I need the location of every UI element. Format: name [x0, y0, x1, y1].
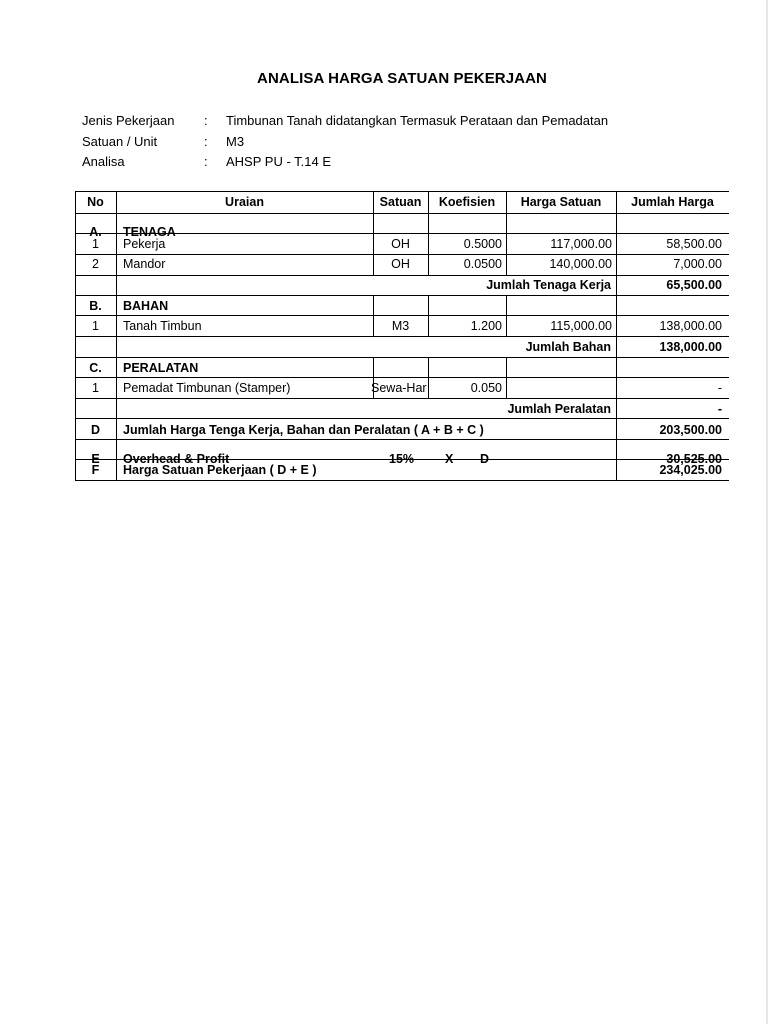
section-name-tenaga: TENAGA [123, 225, 176, 239]
row-code-e: E [91, 452, 100, 466]
row-uraian: Pekerja [123, 237, 166, 251]
row-satuan: OH [391, 257, 410, 271]
row-koefisien: 0.050 [470, 381, 502, 395]
table-rule [75, 398, 729, 399]
section-code-c: C. [89, 361, 102, 375]
table-rule [75, 336, 729, 337]
row-label-f: Harga Satuan Pekerjaan ( D + E ) [123, 463, 317, 477]
meta-colon: : [204, 113, 208, 128]
subtotal-value-peralatan: - [717, 402, 722, 416]
row-code-d: D [90, 423, 101, 437]
row-value-e: 30,525.00 [666, 452, 722, 466]
subtotal-label-peralatan: Jumlah Peralatan [507, 402, 611, 416]
table-rule [506, 357, 507, 398]
meta-label: Jenis Pekerjaan [82, 113, 175, 128]
table-rule [75, 295, 729, 296]
section-code-b: B. [89, 299, 102, 313]
meta-value: Timbunan Tanah didatangkan Termasuk Perataan dan Pemadatan [226, 113, 609, 128]
table-rule [75, 213, 729, 214]
page-title: ANALISA HARGA SATUAN PEKERJAAN [257, 70, 547, 87]
row-no: 2 [92, 257, 99, 271]
row-satuan: M3 [391, 319, 410, 333]
row-value-f: 234,025.00 [659, 463, 722, 477]
analysis-table [75, 191, 729, 481]
meta-value: AHSP PU - T.14 E [226, 154, 332, 169]
meta-colon: : [204, 154, 208, 169]
table-rule [75, 357, 729, 358]
table-rule [75, 480, 729, 481]
row-value-d: 203,500.00 [659, 423, 722, 437]
row-x-e: X [445, 452, 454, 466]
section-code-a: A. [89, 225, 102, 239]
row-harga-satuan: 115,000.00 [550, 319, 612, 333]
row-koefisien: 0.5000 [463, 237, 502, 251]
meta-label: Satuan / Unit [82, 134, 158, 149]
row-uraian: Pemadat Timbunan (Stamper) [123, 381, 291, 395]
meta-label: Analisa [82, 154, 125, 169]
row-jumlah-harga: 7,000.00 [673, 257, 722, 271]
row-jumlah-harga: 138,000.00 [659, 319, 722, 333]
subtotal-label-tenaga: Jumlah Tenaga Kerja [486, 278, 611, 292]
row-jumlah-harga: 58,500.00 [666, 237, 722, 251]
subtotal-value-tenaga: 65,500.00 [666, 278, 722, 292]
table-rule [75, 439, 729, 440]
row-label-e: Overhead & Profit [123, 452, 230, 466]
table-rule [75, 275, 729, 276]
row-jumlah-harga: - [717, 381, 722, 395]
row-satuan: OH [391, 237, 410, 251]
row-harga-satuan: 140,000.00 [549, 257, 612, 271]
row-satuan: Sewa-Har [371, 381, 427, 395]
header-koefisien: Koefisien [438, 195, 496, 209]
table-rule [75, 377, 729, 378]
meta-value: M3 [226, 134, 245, 149]
section-name-peralatan: PERALATAN [123, 361, 199, 375]
row-code-f: F [91, 463, 100, 477]
row-ref-e: D [480, 452, 490, 466]
header-uraian: Uraian [225, 195, 264, 209]
row-harga-satuan: 117,000.00 [550, 237, 612, 251]
header-satuan: Satuan [379, 195, 422, 209]
row-no: 1 [92, 381, 99, 395]
table-rule [116, 191, 117, 481]
header-jumlah-harga: Jumlah Harga [631, 195, 714, 209]
row-no: 1 [92, 319, 99, 333]
table-rule [75, 315, 729, 316]
row-koefisien: 0.0500 [463, 257, 502, 271]
table-rule [75, 191, 729, 192]
header-harga-satuan: Harga Satuan [520, 195, 602, 209]
subtotal-value-bahan: 138,000.00 [659, 340, 722, 354]
row-label-d: Jumlah Harga Tenga Kerja, Bahan dan Peralatan ( A + B + C ) [123, 423, 484, 437]
row-koefisien: 1.200 [470, 319, 502, 333]
row-uraian: Mandor [123, 257, 166, 271]
subtotal-label-bahan: Jumlah Bahan [525, 340, 611, 354]
row-uraian: Tanah Timbun [123, 319, 202, 333]
section-name-bahan: BAHAN [123, 299, 169, 313]
header-no: No [87, 195, 104, 209]
meta-colon: : [204, 134, 208, 149]
table-rule [616, 191, 617, 481]
row-pct-e: 15% [389, 452, 415, 466]
table-rule [75, 418, 729, 419]
row-no: 1 [92, 237, 99, 251]
table-rule [75, 254, 729, 255]
